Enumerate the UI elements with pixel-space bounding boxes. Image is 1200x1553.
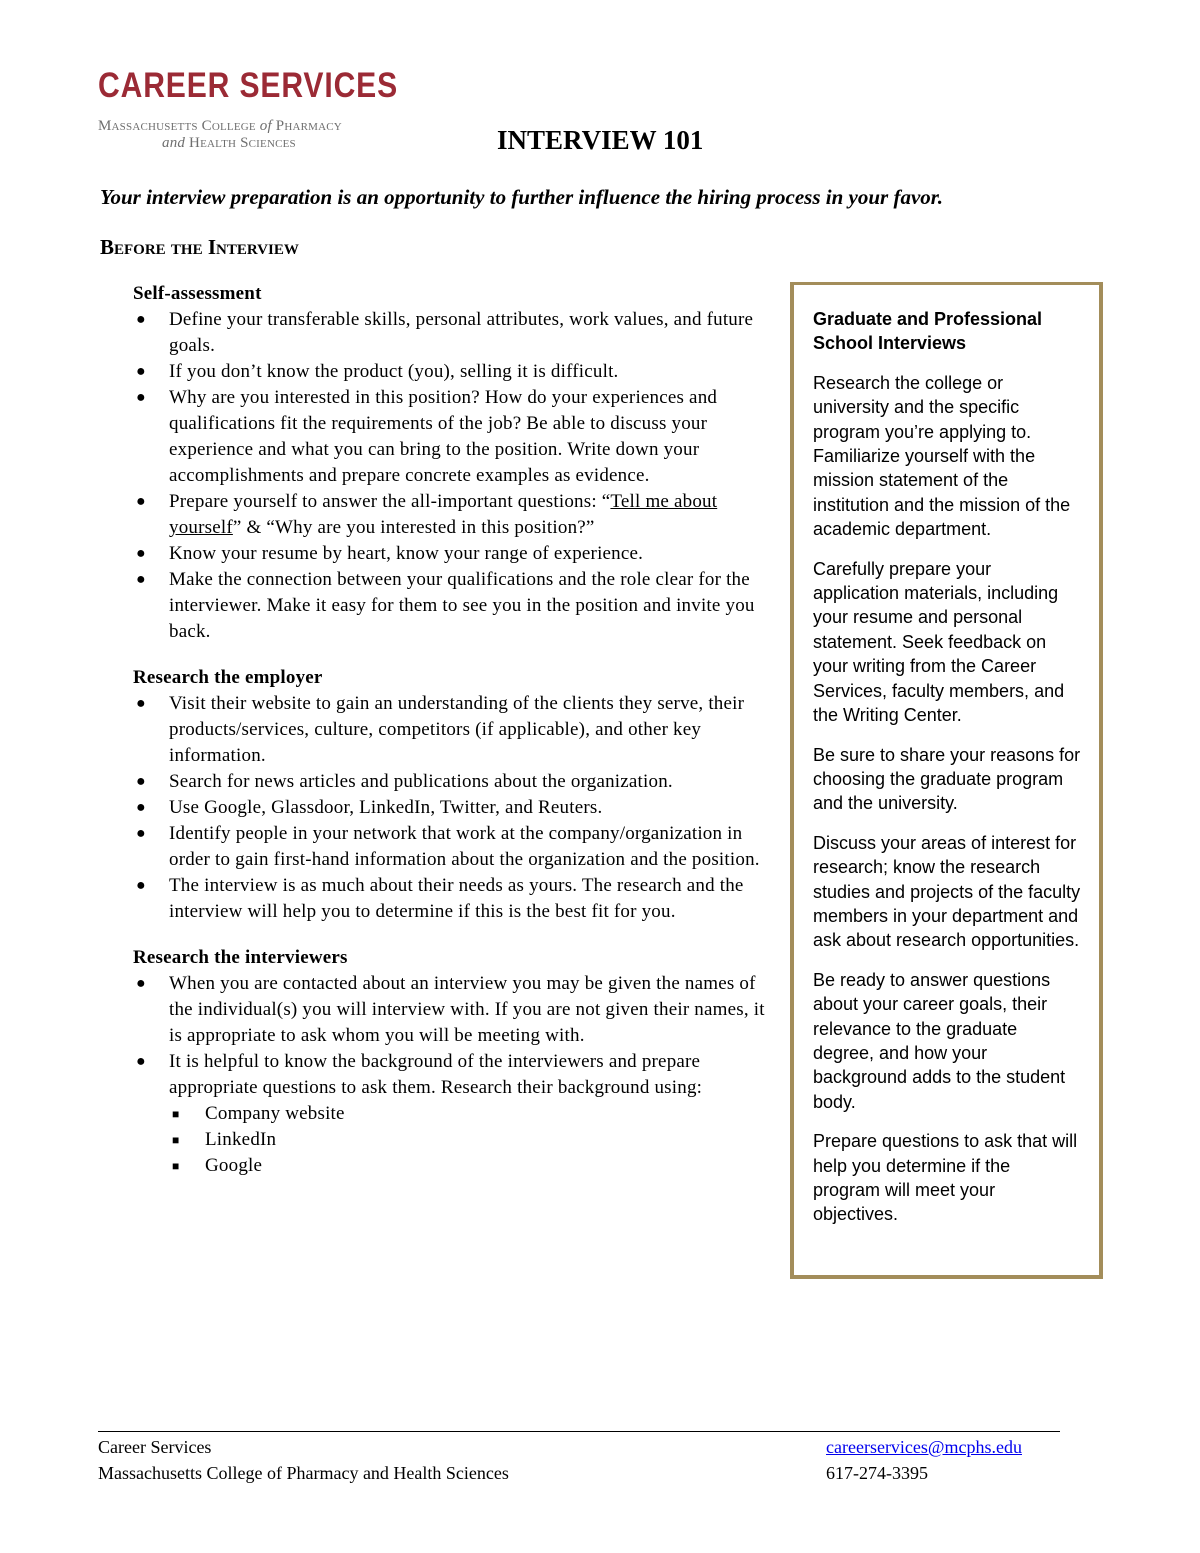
list-item-text: If you don’t know the product (you), selling it is difficult. [169, 361, 619, 382]
sidebar-paragraph: Be ready to answer questions about your career goals, their relevance to the graduate degree, and how your background adds to the student body. [813, 969, 1066, 1112]
list-item [133, 971, 778, 1049]
list-item [169, 1101, 778, 1127]
list-item-text: Visit their website to gain an understanding of the clients they serve, their products/services, culture, competitors (if applicable), and other key information. [169, 693, 745, 766]
research-employer-heading: Research the employer [133, 667, 323, 688]
list-item [133, 489, 778, 541]
footer-divider [98, 1431, 1060, 1432]
list-item [133, 307, 778, 359]
footer-left [98, 1434, 509, 1486]
list-item [133, 795, 778, 821]
graduate-interviews-sidebar [790, 282, 1103, 1279]
list-item-text: Identify people in your network that work at the company/organization in order to gain first-hand information about the organization and the position. [169, 823, 760, 870]
logo-institution-line2 [162, 135, 296, 152]
main-content [133, 281, 778, 1179]
list-item [133, 821, 778, 873]
self-assessment-heading: Self-assessment [133, 283, 262, 304]
tagline: Your interview preparation is an opportunity to further influence the hiring process in your favor. [100, 185, 944, 209]
list-item [133, 385, 778, 489]
logo-line1-part-b: Pharmacy [271, 118, 342, 134]
list-item-text: When you are contacted about an interview you may be given the names of the individual(s) you will interview with. If you are not given their names, it is appropriate to ask whom you will be meeting with. [169, 973, 765, 1046]
prepare-item-underlined: Tell me about yourself [169, 491, 718, 538]
bullet-icon: ● [136, 975, 146, 992]
bullet-icon: ● [136, 877, 146, 894]
list-item-text: Make the connection between your qualifications and the role clear for the interviewer. Make it easy for them to see you in the position and invite you back. [169, 569, 755, 642]
list-item-text: Know your resume by heart, know your range of experience. [169, 543, 644, 564]
bullet-icon: ● [136, 363, 146, 380]
bullet-icon: ● [136, 311, 146, 328]
footer-email-link[interactable]: careerservices@mcphs.edu [826, 1437, 1022, 1457]
footer-office: Career Services [98, 1437, 212, 1457]
research-sources-list [169, 1101, 778, 1179]
list-item-text: The interview is as much about their needs as yours. The research and the interview will help you to determine if this is the best fit for you. [169, 875, 744, 922]
source-text: Company website [205, 1103, 345, 1124]
list-item [169, 1153, 778, 1179]
footer-phone: 617-274-3395 [826, 1463, 928, 1483]
list-item [133, 873, 778, 925]
logo-line1-part-a: Massachusetts College [98, 118, 260, 134]
square-bullet-icon: ■ [172, 1107, 180, 1121]
list-item-text: It is helpful to know the background of the interviewers and prepare appropriate questions to ask them. Research their background using: [169, 1051, 703, 1098]
source-text: LinkedIn [205, 1129, 277, 1150]
bullet-icon: ● [136, 825, 146, 842]
list-item-text: Use Google, Glassdoor, LinkedIn, Twitter, and Reuters. [169, 797, 603, 818]
logo-title: CAREER SERVICES [98, 66, 399, 105]
research-interviewers-list [133, 971, 778, 1179]
logo-line1-of: of [259, 118, 272, 134]
square-bullet-icon: ■ [172, 1133, 180, 1147]
sidebar-paragraph: Prepare questions to ask that will help you determine if the program will meet your objectives. [813, 1131, 1078, 1225]
list-item [133, 1049, 778, 1179]
bullet-icon: ● [136, 799, 146, 816]
logo-line2-part-b: Health Sciences [185, 135, 296, 151]
list-item [133, 769, 778, 795]
bullet-icon: ● [136, 493, 146, 510]
sidebar-paragraph: Be sure to share your reasons for choosing the graduate program and the university. [813, 744, 1081, 814]
list-item-text: Search for news articles and publications about the organization. [169, 771, 673, 792]
logo-institution-line1 [98, 118, 342, 135]
list-item-text: Define your transferable skills, personal attributes, work values, and future goals. [169, 309, 754, 356]
list-item [133, 359, 778, 385]
source-text: Google [205, 1155, 263, 1176]
bullet-icon: ● [136, 1053, 146, 1070]
list-item [133, 691, 778, 769]
bullet-icon: ● [136, 773, 146, 790]
footer-right [826, 1434, 1022, 1486]
footer-institution: Massachusetts College of Pharmacy and Health Sciences [98, 1463, 509, 1483]
square-bullet-icon: ■ [172, 1159, 180, 1173]
list-item [133, 541, 778, 567]
sidebar-paragraph: Research the college or university and the specific program you’re applying to. Familiarize yourself with the mission statement of the institution and the mission of the academic department. [813, 372, 1071, 540]
sidebar-title: Graduate and Professional School Interviews [813, 309, 1043, 354]
research-employer-list [133, 691, 778, 925]
page-title: INTERVIEW 101 [497, 125, 704, 155]
list-item [133, 567, 778, 645]
research-interviewers-heading: Research the interviewers [133, 947, 348, 968]
logo-line2-and: and [162, 135, 186, 151]
sidebar-paragraph: Carefully prepare your application materials, including your resume and personal statement. Seek feedback on your writing from the Career Services, faculty members, and the Writing Center. [813, 558, 1065, 726]
bullet-icon: ● [136, 695, 146, 712]
prepare-item-prefix: Prepare yourself to answer the all-important questions: “ [169, 491, 611, 512]
bullet-icon: ● [136, 571, 146, 588]
self-assessment-list [133, 307, 778, 645]
list-item-text: Why are you interested in this position? How do your experiences and qualifications fit the requirements of the job? Be able to discuss your experience and what you can bring to the position. Write down your accomplishments and prepare concrete examples as evidence. [169, 387, 718, 486]
list-item [169, 1127, 778, 1153]
sidebar-paragraph: Discuss your areas of interest for research; know the research studies and projects of the faculty members in your department and ask about research opportunities. [813, 832, 1081, 951]
bullet-icon: ● [136, 389, 146, 406]
section-heading-before-interview: Before the Interview [100, 235, 299, 259]
bullet-icon: ● [136, 545, 146, 562]
prepare-item-suffix: ” & “Why are you interested in this position?” [232, 517, 595, 538]
